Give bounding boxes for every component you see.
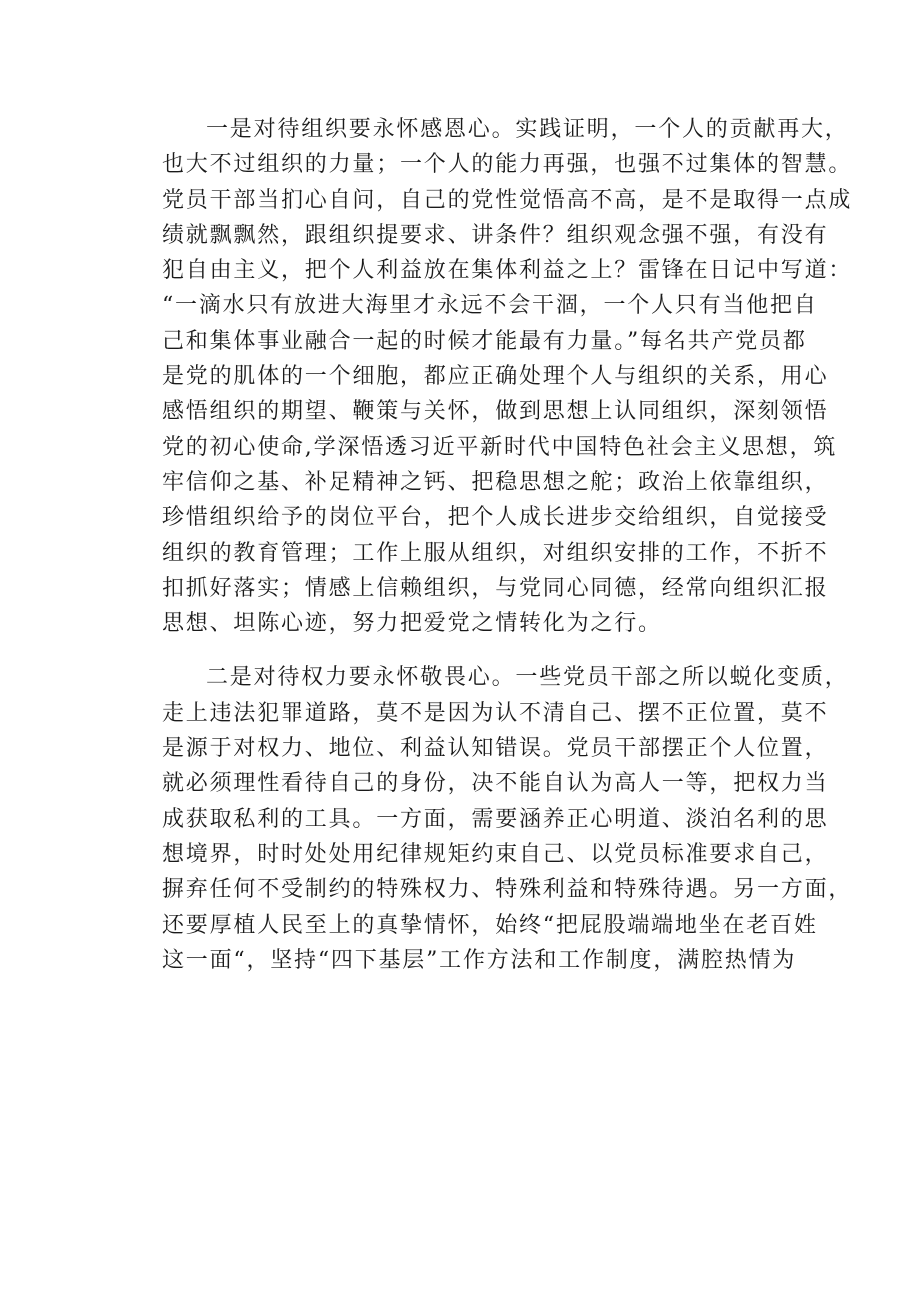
- text-line: 是党的肌体的一个细胞，都应正确处理个人与组织的关系，用心: [162, 364, 829, 390]
- text-line: 想境界，时时处处用纪律规矩约束自己、以党员标准要求自己，: [162, 841, 829, 867]
- text-line: 珍惜组织给予的岗位平台，把个人成长进步交给组织，自觉接受: [162, 505, 829, 531]
- text-line: 就必须理性看待自己的身份，决不能自认为高人一等，把权力当: [162, 771, 829, 797]
- text-line: 这一面“，坚持“四下基层”工作方法和工作制度，满腔热情为: [162, 947, 797, 973]
- text-line: 思想、坦陈心迹，努力把爱党之情转化为之行。: [162, 611, 662, 637]
- text-line: 犯自由主义，把个人利益放在集体利益之上？雷锋在日记中写道：: [162, 258, 853, 284]
- text-line: 党的初心使命,学深悟透习近平新时代中国特色社会主义思想，筑: [162, 434, 838, 460]
- text-line: 一是对待组织要永怀感恩心。实践证明，一个人的贡献再大，: [206, 117, 849, 142]
- text-line: 牢信仰之基、补足精神之钙、把稳思想之舵；政治上依靠组织，: [162, 469, 829, 495]
- document-body: [162, 112, 853, 978]
- text-line: 走上违法犯罪道路，莫不是因为认不清自己、摆不正位置，莫不: [162, 700, 829, 726]
- paragraph-respect-for-power: [162, 660, 853, 978]
- text-line: 组织的教育管理；工作上服从组织，对组织安排的工作，不折不: [162, 540, 829, 566]
- paragraph-spacer: [162, 641, 794, 660]
- text-line: 党员干部当扪心自问，自己的党性觉悟高不高，是不是取得一点成: [162, 187, 853, 213]
- text-line: “一滴水只有放进大海里才永远不会干涸，一个人只有当他把自: [162, 293, 818, 319]
- paragraph-gratitude-to-organization: [162, 112, 853, 641]
- text-line: 也大不过组织的力量；一个人的能力再强，也强不过集体的智慧。: [162, 152, 853, 178]
- text-line: 是源于对权力、地位、利益认知错误。党员干部摆正个人位置，: [162, 736, 829, 762]
- text-line: 扣抓好落实；情感上信赖组织，与党同心同德，经常向组织汇报: [162, 575, 829, 601]
- text-line: 摒弃任何不受制约的特殊权力、特殊利益和特殊待遇。另一方面，: [162, 877, 853, 903]
- text-line: 二是对待权力要永怀敬畏心。一些党员干部之所以蜕化变质，: [206, 665, 849, 691]
- text-line: 还要厚植人民至上的真挚情怀，始终“把屁股端端地坐在老百姓: [162, 912, 818, 938]
- text-line: 绩就飘飘然，跟组织提要求、讲条件？组织观念强不强，有没有: [162, 222, 829, 248]
- text-line: 成获取私利的工具。一方面，需要涵养正心明道、淡泊名利的思: [162, 806, 829, 832]
- text-line: 感悟组织的期望、鞭策与关怀，做到思想上认同组织，深刻领悟: [162, 399, 829, 425]
- text-line: 己和集体事业融合一起的时候才能最有力量。”每名共产党员都: [162, 328, 807, 354]
